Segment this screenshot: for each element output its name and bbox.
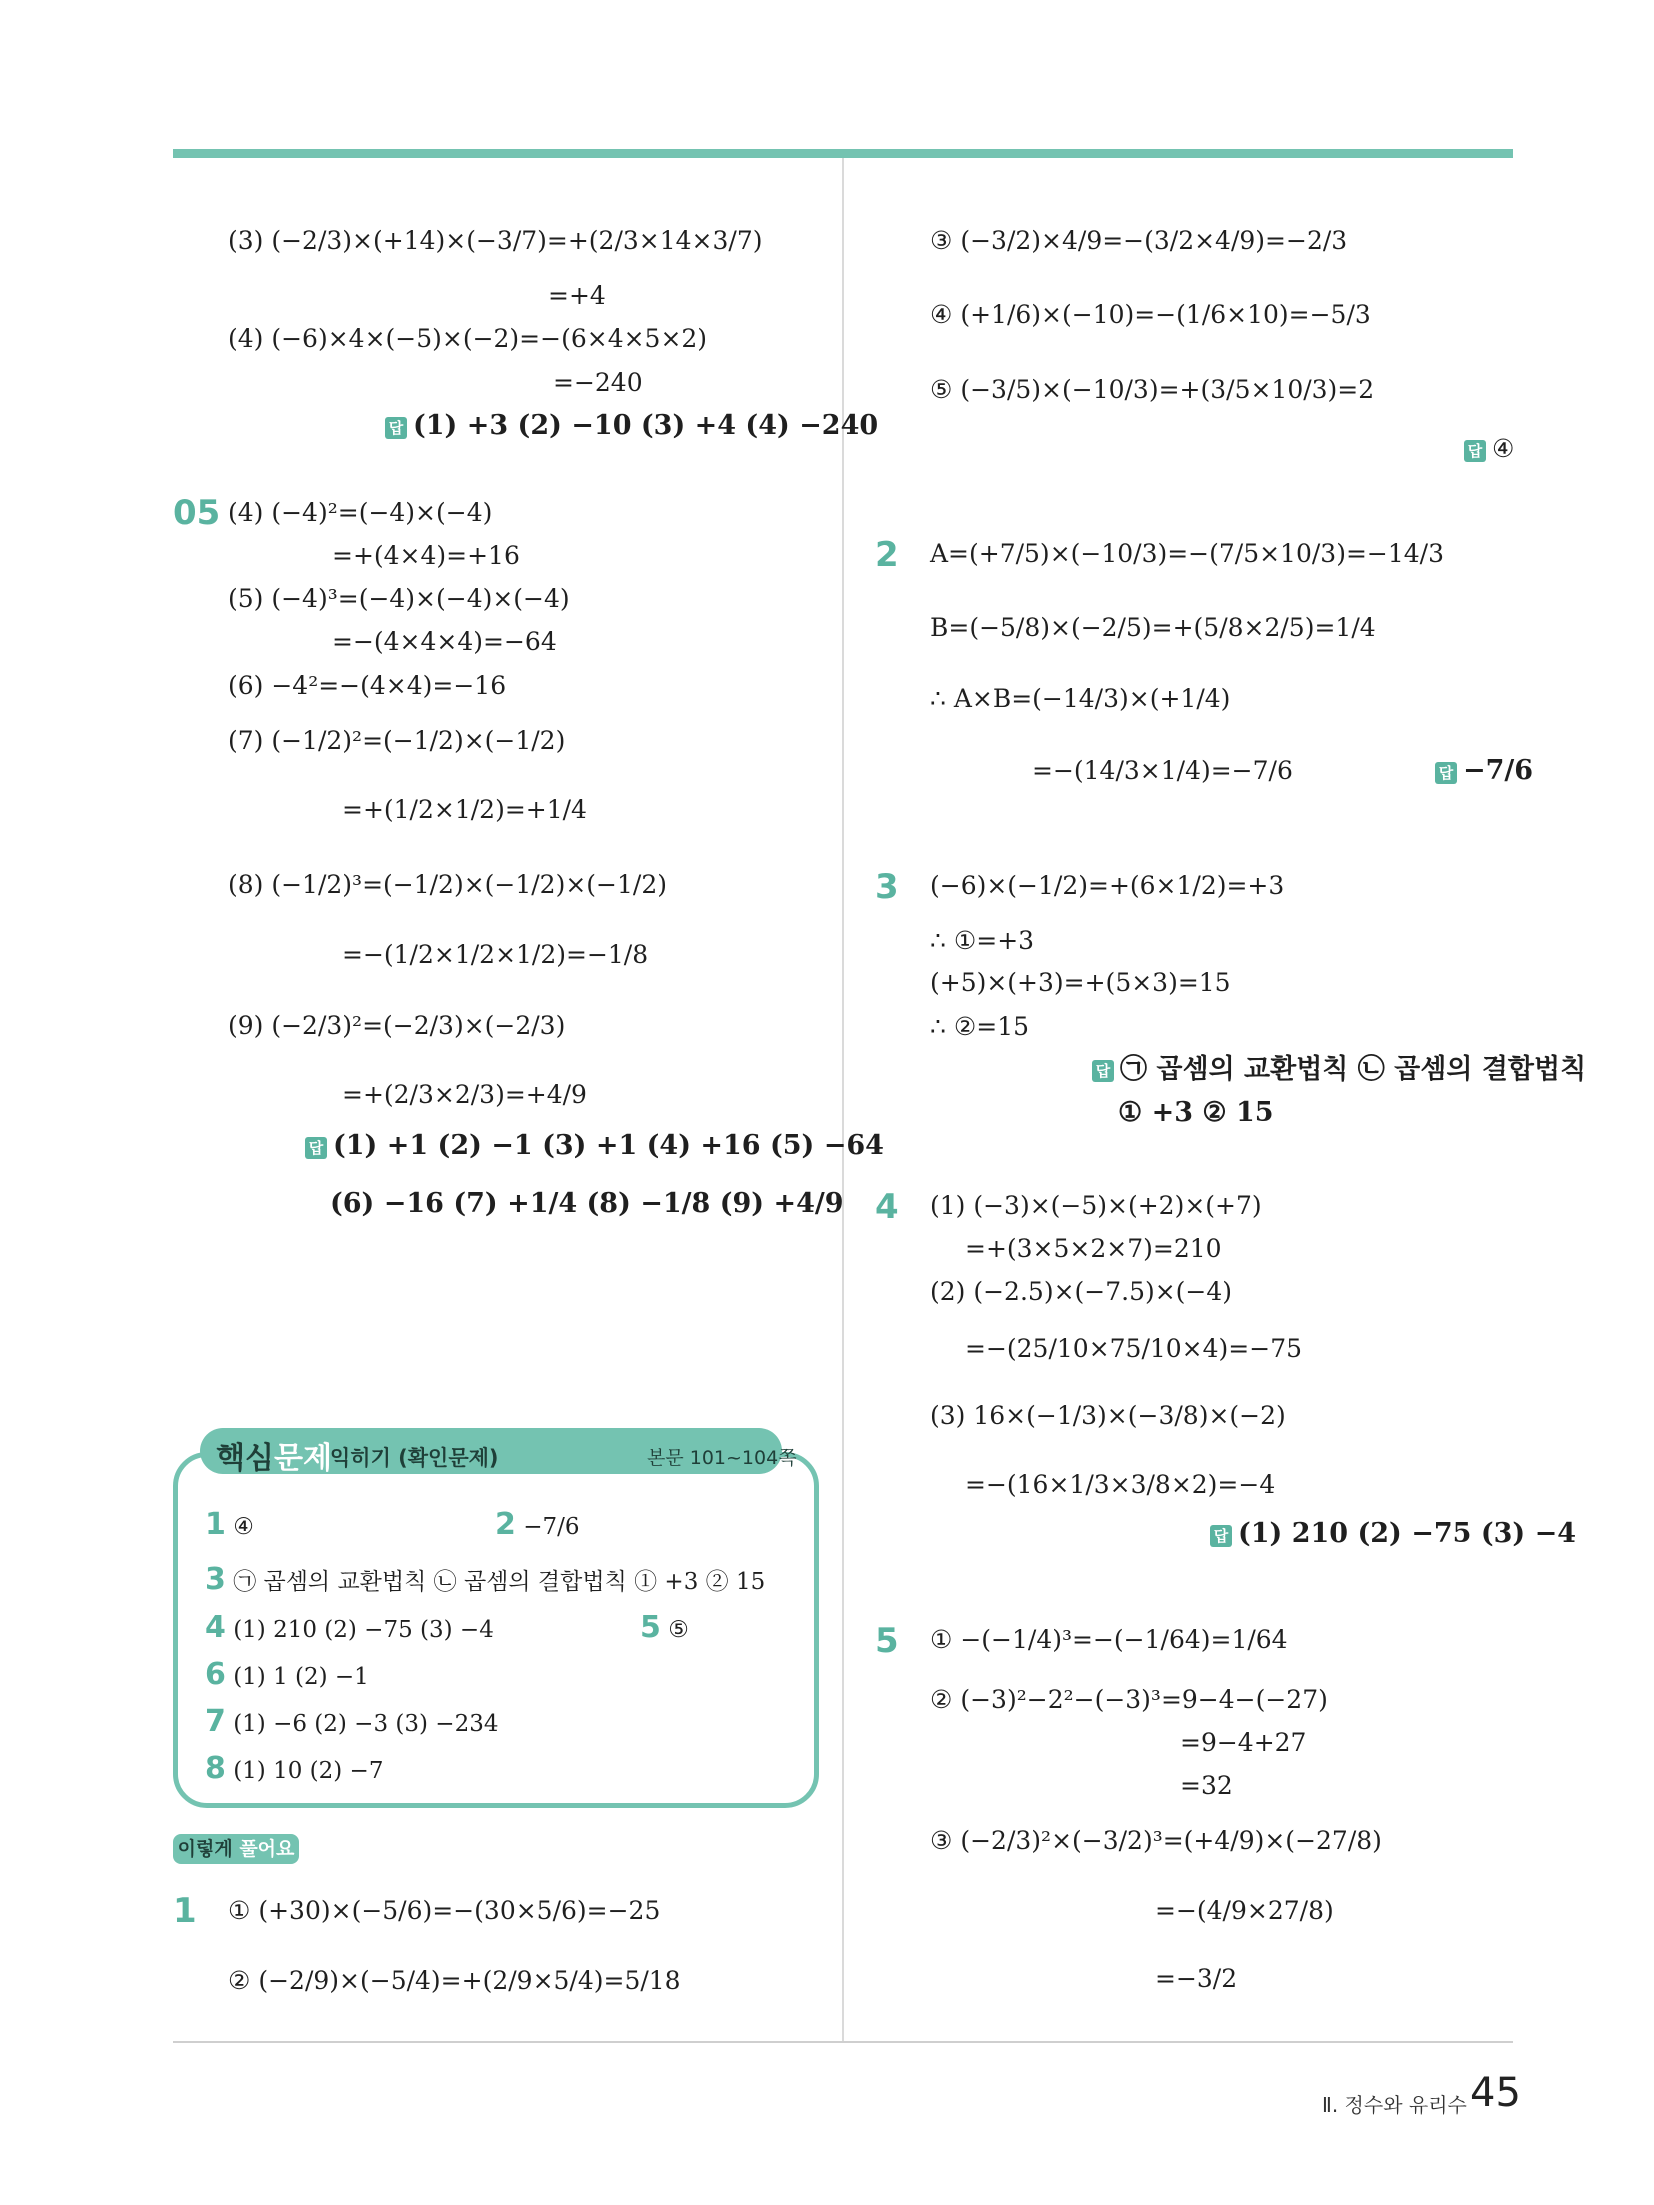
solution-line: =−240 xyxy=(553,368,643,397)
summary-number: 6 xyxy=(205,1657,226,1692)
summary-text: (1) 10 (2) −7 xyxy=(233,1758,384,1784)
answer-badge: 답 xyxy=(1464,440,1486,462)
summary-box-title xyxy=(216,1433,332,1477)
answer-line xyxy=(1092,1056,1586,1083)
summary-number: 3 xyxy=(205,1562,226,1597)
summary-text: (1) 210 (2) −75 (3) −4 xyxy=(233,1617,494,1643)
solution-line: =−(16×1/3×3/8×2)=−4 xyxy=(965,1470,1276,1499)
answer-line xyxy=(1210,1520,1576,1547)
top-accent-bar xyxy=(173,149,1513,158)
solution-line: (2) (−2.5)×(−7.5)×(−4) xyxy=(930,1277,1233,1306)
footer-section: Ⅱ. 정수와 유리수 xyxy=(1322,2093,1467,2117)
problem-number: 05 xyxy=(173,493,221,533)
summary-text: ④ xyxy=(233,1514,254,1540)
answer-line xyxy=(1435,757,1533,784)
answer-badge: 답 xyxy=(305,1137,327,1159)
summary-row xyxy=(205,1657,369,1692)
solution-line: =+(2/3×2/3)=+4/9 xyxy=(342,1080,587,1109)
solution-line: =−(25/10×75/10×4)=−75 xyxy=(965,1334,1302,1363)
solution-line: (3) 16×(−1/3)×(−3/8)×(−2) xyxy=(930,1401,1286,1430)
summary-box-subtitle xyxy=(330,1442,499,1472)
answer-line xyxy=(1464,436,1514,462)
title-part: (확인문제) xyxy=(398,1446,499,1470)
solution-line: ∴ A×B=(−14/3)×(+1/4) xyxy=(930,684,1231,713)
solution-line: ④ (+1/6)×(−10)=−(1/6×10)=−5/3 xyxy=(930,300,1371,329)
solution-line: (8) (−1/2)³=(−1/2)×(−1/2)×(−1/2) xyxy=(228,870,667,899)
solution-line: B=(−5/8)×(−2/5)=+(5/8×2/5)=1/4 xyxy=(930,613,1376,642)
answer-line xyxy=(1118,1099,1274,1126)
solution-line: ∴ ②=15 xyxy=(930,1012,1030,1041)
solution-line: (4) (−4)²=(−4)×(−4) xyxy=(228,498,493,527)
solution-line: (−6)×(−1/2)=+(6×1/2)=+3 xyxy=(930,871,1285,900)
summary-text: ㉠ 곱셈의 교환법칙 ㉡ 곱셈의 결합법칙 ① +3 ② 15 xyxy=(233,1569,766,1595)
answer-line xyxy=(330,1190,844,1217)
answer-badge: 답 xyxy=(385,417,407,439)
answer-text: −7/6 xyxy=(1463,755,1534,786)
summary-number: 2 xyxy=(495,1507,516,1542)
solution-line: =−(14/3×1/4)=−7/6 xyxy=(1032,756,1293,785)
footer-rule xyxy=(173,2041,1513,2043)
answer-text: ① +3 ② 15 xyxy=(1118,1097,1274,1128)
problem-number: 4 xyxy=(875,1187,899,1227)
solution-line: =32 xyxy=(1180,1771,1233,1800)
answer-text: (1) +1 (2) −1 (3) +1 (4) +16 (5) −64 xyxy=(333,1130,884,1161)
solution-line: (5) (−4)³=(−4)×(−4)×(−4) xyxy=(228,584,570,613)
answer-badge: 답 xyxy=(1435,762,1457,784)
summary-number: 7 xyxy=(205,1704,226,1739)
summary-row xyxy=(205,1507,254,1542)
solution-line: (3) (−2/3)×(+14)×(−3/7)=+(2/3×14×3/7) xyxy=(228,226,763,255)
solution-line: =+(4×4)=+16 xyxy=(332,541,520,570)
solution-line: (6) −4²=−(4×4)=−16 xyxy=(228,671,507,700)
problem-number: 1 xyxy=(173,1891,197,1931)
solution-line: (4) (−6)×4×(−5)×(−2)=−(6×4×5×2) xyxy=(228,324,708,353)
solution-line: =−(4×4×4)=−64 xyxy=(332,627,557,656)
solution-line: ③ (−3/2)×4/9=−(3/2×4/9)=−2/3 xyxy=(930,226,1348,255)
solution-line: (+5)×(+3)=+(5×3)=15 xyxy=(930,968,1231,997)
answer-text: ㉠ 곱셈의 교환법칙 ㉡ 곱셈의 결합법칙 xyxy=(1120,1054,1587,1085)
solution-line: A=(+7/5)×(−10/3)=−(7/5×10/3)=−14/3 xyxy=(930,539,1444,568)
summary-row xyxy=(205,1751,384,1786)
summary-text: −7/6 xyxy=(523,1514,580,1540)
title-part: 익히기 xyxy=(330,1446,391,1470)
summary-number: 4 xyxy=(205,1610,226,1645)
summary-row xyxy=(640,1610,689,1645)
tag-part: 이렇게 xyxy=(177,1838,233,1860)
answer-text: (1) 210 (2) −75 (3) −4 xyxy=(1238,1518,1576,1549)
answer-badge: 답 xyxy=(1210,1525,1232,1547)
solution-line: (1) (−3)×(−5)×(+2)×(+7) xyxy=(930,1191,1262,1220)
answer-text: (1) +3 (2) −10 (3) +4 (4) −240 xyxy=(413,410,879,441)
summary-row xyxy=(205,1704,499,1739)
problem-number: 3 xyxy=(875,867,899,907)
summary-text: (1) −6 (2) −3 (3) −234 xyxy=(233,1711,499,1737)
summary-number: 1 xyxy=(205,1507,226,1542)
solution-line: =−(4/9×27/8) xyxy=(1155,1896,1334,1925)
solution-line: =9−4+27 xyxy=(1180,1728,1307,1757)
solution-line: ① (+30)×(−5/6)=−(30×5/6)=−25 xyxy=(228,1896,661,1925)
solution-line: ③ (−2/3)²×(−3/2)³=(+4/9)×(−27/8) xyxy=(930,1826,1382,1855)
summary-row xyxy=(205,1562,766,1597)
solution-line: ① −(−1/4)³=−(−1/64)=1/64 xyxy=(930,1625,1288,1654)
summary-row xyxy=(495,1507,580,1542)
solution-line: ② (−2/9)×(−5/4)=+(2/9×5/4)=5/18 xyxy=(228,1966,681,1995)
summary-row xyxy=(205,1610,494,1645)
summary-text: (1) 1 (2) −1 xyxy=(233,1664,369,1690)
summary-number: 5 xyxy=(640,1610,661,1645)
title-part: 핵심 xyxy=(216,1441,274,1476)
solution-line: (9) (−2/3)²=(−2/3)×(−2/3) xyxy=(228,1011,566,1040)
title-part: 문제 xyxy=(273,1441,332,1476)
solution-tag xyxy=(173,1834,299,1864)
solution-line: =−(1/2×1/2×1/2)=−1/8 xyxy=(342,940,649,969)
solution-line: =+4 xyxy=(548,281,606,310)
summary-number: 8 xyxy=(205,1751,226,1786)
page-number: 45 xyxy=(1470,2070,1521,2116)
answer-line xyxy=(305,1132,884,1159)
summary-page-ref: 본문 101~104쪽 xyxy=(647,1447,797,1469)
problem-number: 5 xyxy=(875,1621,899,1661)
answer-text: ④ xyxy=(1492,434,1515,463)
solution-line: =+(3×5×2×7)=210 xyxy=(965,1234,1222,1263)
answer-line xyxy=(385,412,878,439)
solution-line: =+(1/2×1/2)=+1/4 xyxy=(342,795,587,824)
tag-part: 풀어요 xyxy=(239,1838,295,1860)
solution-line: =−3/2 xyxy=(1155,1964,1238,1993)
solution-line: ⑤ (−3/5)×(−10/3)=+(3/5×10/3)=2 xyxy=(930,375,1375,404)
solution-line: ∴ ①=+3 xyxy=(930,926,1035,955)
problem-number: 2 xyxy=(875,535,899,575)
answer-badge: 답 xyxy=(1092,1060,1114,1082)
summary-text: ⑤ xyxy=(668,1617,689,1643)
solution-line: ② (−3)²−2²−(−3)³=9−4−(−27) xyxy=(930,1685,1328,1714)
solution-line: (7) (−1/2)²=(−1/2)×(−1/2) xyxy=(228,726,566,755)
answer-text: (6) −16 (7) +1/4 (8) −1/8 (9) +4/9 xyxy=(330,1188,844,1219)
